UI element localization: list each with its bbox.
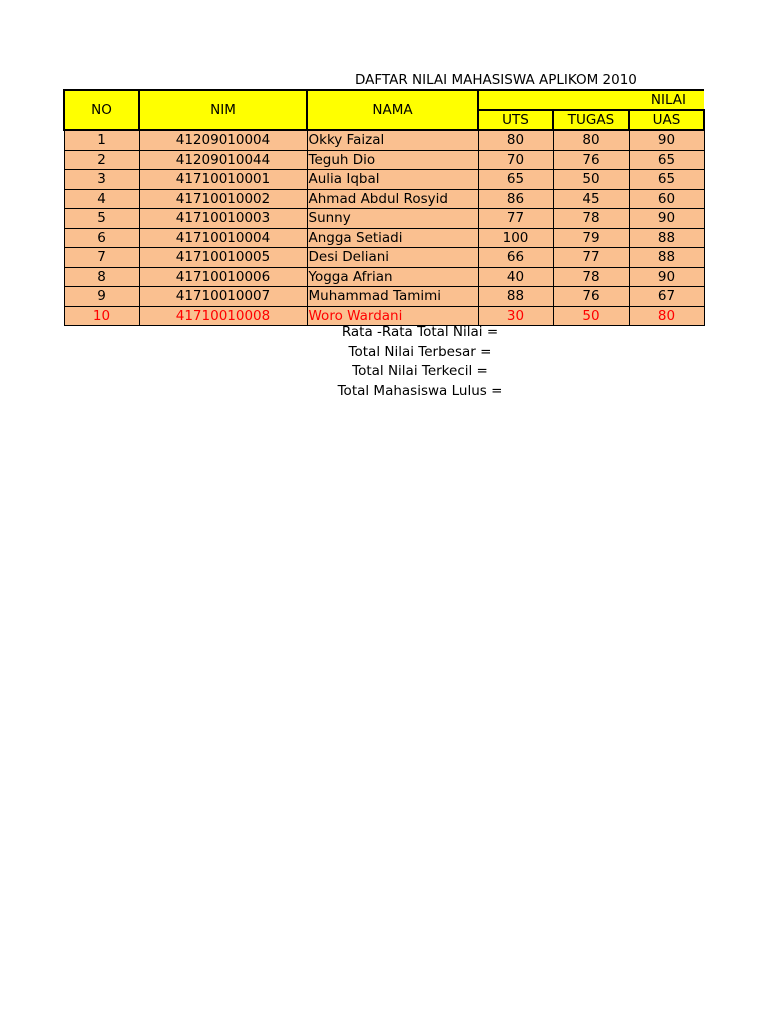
cell-no[interactable]: 2 <box>64 150 139 170</box>
cell-no[interactable]: 10 <box>64 306 139 326</box>
cell-no[interactable]: 7 <box>64 248 139 268</box>
cell-nama[interactable]: Muhammad Tamimi <box>307 287 478 307</box>
table-row <box>64 189 704 209</box>
table-row <box>64 287 704 307</box>
header-no: NO <box>64 90 139 130</box>
cell-uts[interactable]: 80 <box>478 130 553 150</box>
cell-tugas[interactable]: 76 <box>553 287 629 307</box>
cell-uas[interactable]: 90 <box>629 130 704 150</box>
header-nim: NIM <box>139 90 307 130</box>
cell-uts[interactable]: 40 <box>478 267 553 287</box>
cell-tugas[interactable]: 78 <box>553 209 629 229</box>
header-tugas: TUGAS <box>553 110 629 130</box>
cell-no[interactable]: 4 <box>64 189 139 209</box>
table-row <box>64 170 704 190</box>
cell-nama[interactable]: Sunny <box>307 209 478 229</box>
header-uas: UAS <box>629 110 704 130</box>
header-nilai: NILAI <box>478 90 704 110</box>
cell-no[interactable]: 9 <box>64 287 139 307</box>
table-row <box>64 228 704 248</box>
summary-passed-label: Total Mahasiswa Lulus = <box>337 382 503 399</box>
cell-nim[interactable]: 41710010006 <box>139 267 307 287</box>
cell-tugas[interactable]: 76 <box>553 150 629 170</box>
summary-lowest-label: Total Nilai Terkecil = <box>352 363 488 379</box>
cell-uts[interactable]: 65 <box>478 170 553 190</box>
table-row <box>64 248 704 268</box>
cell-uts[interactable]: 86 <box>478 189 553 209</box>
header-uts: UTS <box>478 110 553 130</box>
cell-nama[interactable]: Angga Setiadi <box>307 228 478 248</box>
cell-nim[interactable]: 41209010044 <box>139 150 307 170</box>
cell-nim[interactable]: 41710010005 <box>139 248 307 268</box>
cell-no[interactable]: 3 <box>64 170 139 190</box>
cell-uas[interactable]: 88 <box>629 248 704 268</box>
cell-tugas[interactable]: 50 <box>553 306 629 326</box>
summary-average-label: Rata -Rata Total Nilai = <box>341 324 499 340</box>
cell-nim[interactable]: 41710010001 <box>139 170 307 190</box>
cell-uas[interactable]: 60 <box>629 189 704 209</box>
table-row <box>64 209 704 229</box>
cell-no[interactable]: 1 <box>64 130 139 150</box>
cell-nama[interactable]: Ahmad Abdul Rosyid <box>307 189 478 209</box>
cell-uts[interactable]: 70 <box>478 150 553 170</box>
sheet-title: DAFTAR NILAI MAHASISWA APLIKOM 2010 <box>355 72 637 88</box>
cell-uts[interactable]: 77 <box>478 209 553 229</box>
table-row <box>64 267 704 287</box>
cell-uas[interactable]: 80 <box>629 306 704 326</box>
cell-nama[interactable]: Okky Faizal <box>307 130 478 150</box>
cell-nim[interactable]: 41710010002 <box>139 189 307 209</box>
cell-uas[interactable]: 90 <box>629 209 704 229</box>
table-row <box>64 150 704 170</box>
cell-tugas[interactable]: 80 <box>553 130 629 150</box>
cell-uts[interactable]: 88 <box>478 287 553 307</box>
cell-nama[interactable]: Teguh Dio <box>307 150 478 170</box>
cell-uas[interactable]: 65 <box>629 170 704 190</box>
cell-nama[interactable]: Aulia Iqbal <box>307 170 478 190</box>
cell-tugas[interactable]: 45 <box>553 189 629 209</box>
cell-nim[interactable]: 41710010003 <box>139 209 307 229</box>
cell-uas[interactable]: 88 <box>629 228 704 248</box>
cell-tugas[interactable]: 79 <box>553 228 629 248</box>
table-row <box>64 130 704 150</box>
cell-uts[interactable]: 66 <box>478 248 553 268</box>
grades-table <box>63 89 705 326</box>
cell-nim[interactable]: 41209010004 <box>139 130 307 150</box>
cell-tugas[interactable]: 77 <box>553 248 629 268</box>
cell-no[interactable]: 5 <box>64 209 139 229</box>
cell-uts[interactable]: 30 <box>478 306 553 326</box>
cell-uas[interactable]: 90 <box>629 267 704 287</box>
cell-no[interactable]: 6 <box>64 228 139 248</box>
cell-uts[interactable]: 100 <box>478 228 553 248</box>
cell-tugas[interactable]: 50 <box>553 170 629 190</box>
summary-highest-label: Total Nilai Terbesar = <box>348 343 492 360</box>
cell-nim[interactable]: 41710010007 <box>139 287 307 307</box>
cell-nama[interactable]: Yogga Afrian <box>307 267 478 287</box>
cell-no[interactable]: 8 <box>64 267 139 287</box>
cell-nim[interactable]: 41710010004 <box>139 228 307 248</box>
cell-uas[interactable]: 65 <box>629 150 704 170</box>
summary-block <box>300 323 540 401</box>
cell-tugas[interactable]: 78 <box>553 267 629 287</box>
header-nama: NAMA <box>307 90 478 130</box>
cell-nama[interactable]: Woro Wardani <box>307 306 478 326</box>
cell-nim[interactable]: 41710010008 <box>139 306 307 326</box>
cell-nama[interactable]: Desi Deliani <box>307 248 478 268</box>
cell-uas[interactable]: 67 <box>629 287 704 307</box>
